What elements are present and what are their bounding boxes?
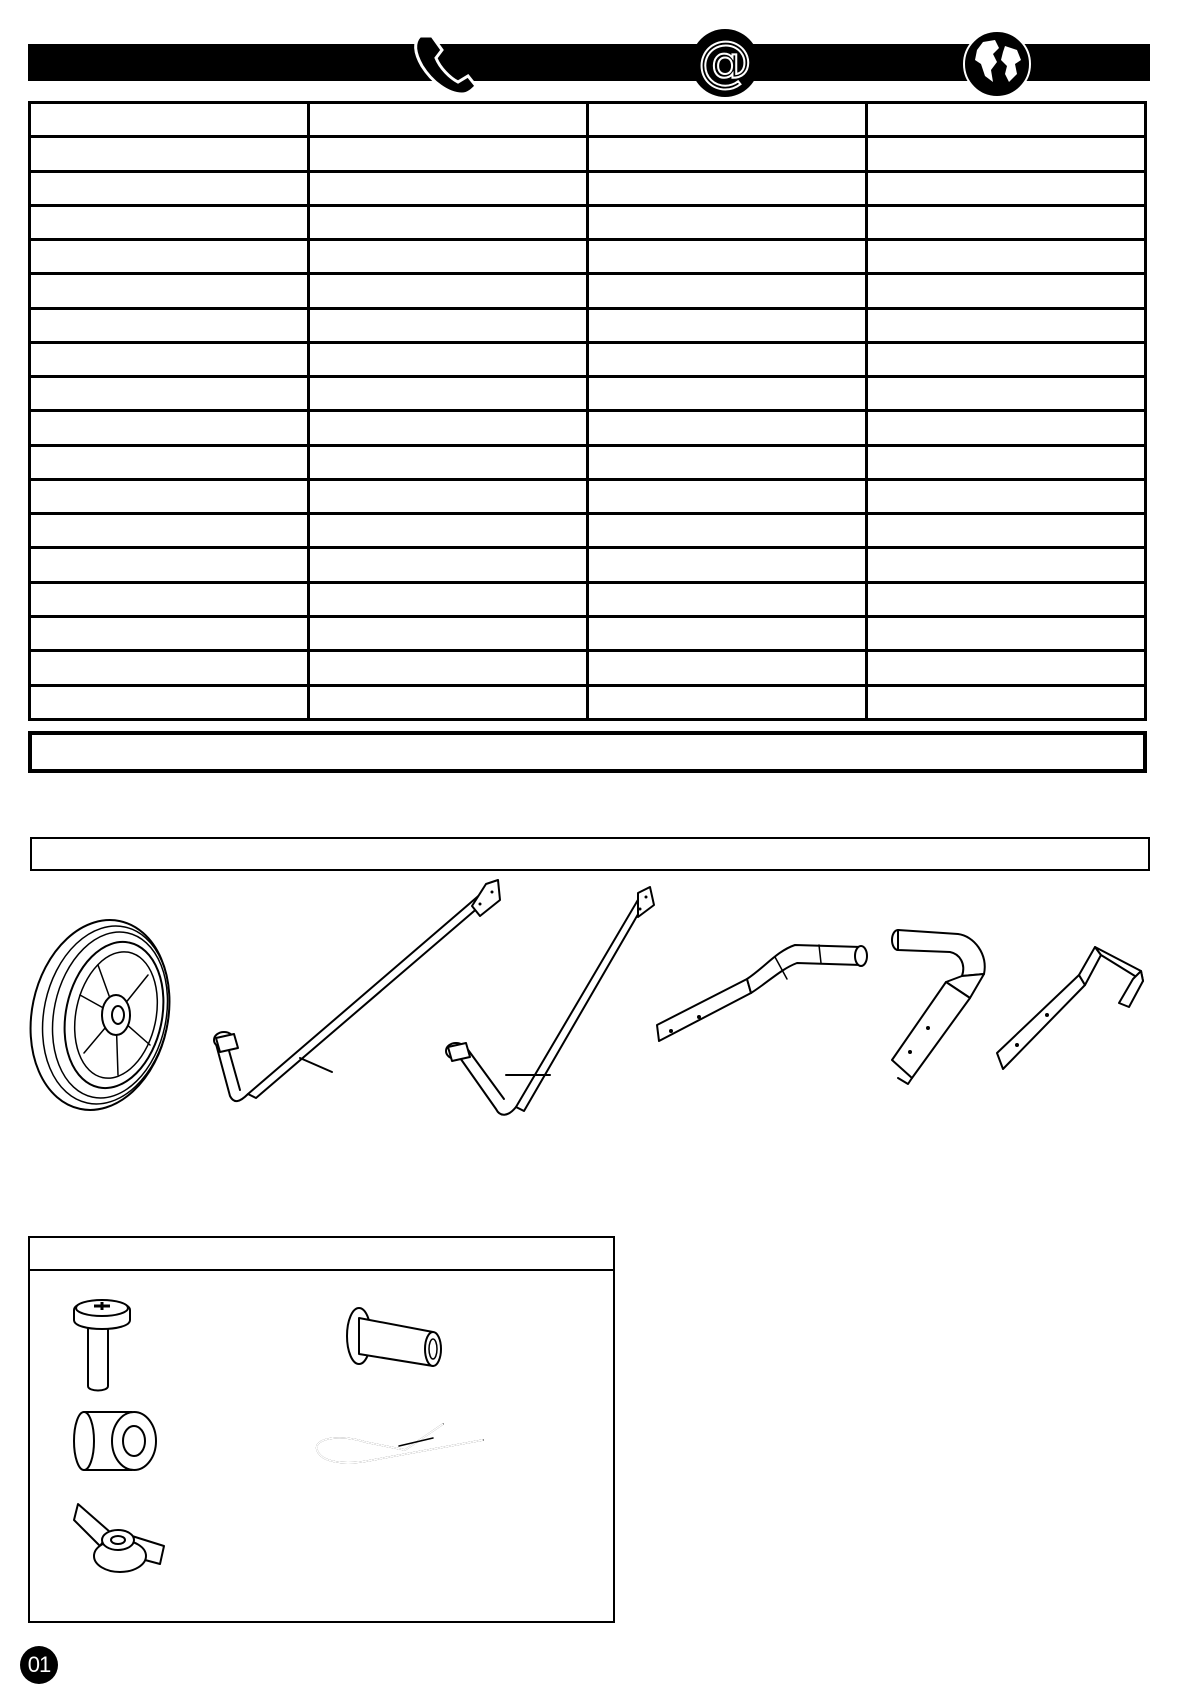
table-cell	[30, 342, 309, 376]
table-cell	[30, 377, 309, 411]
table-cell	[867, 342, 1146, 376]
table-cell	[867, 103, 1146, 137]
table-cell	[30, 411, 309, 445]
table-cell	[867, 377, 1146, 411]
table-cell	[588, 445, 867, 479]
table-row	[30, 685, 1146, 719]
parts-section-header	[30, 837, 1150, 871]
table-cell	[30, 685, 309, 719]
table-cell	[867, 479, 1146, 513]
table-row	[30, 274, 1146, 308]
table-cell	[588, 342, 867, 376]
table-cell	[30, 171, 309, 205]
table-cell	[867, 651, 1146, 685]
table-cell	[309, 616, 588, 650]
table-cell	[309, 240, 588, 274]
table-cell	[588, 514, 867, 548]
table-cell	[30, 616, 309, 650]
table-cell	[30, 582, 309, 616]
table-cell	[588, 137, 867, 171]
table-cell	[30, 651, 309, 685]
at-symbol: @	[698, 30, 752, 93]
table-cell	[867, 137, 1146, 171]
phone-icon	[410, 28, 488, 98]
table-row	[30, 205, 1146, 239]
table-cell	[867, 514, 1146, 548]
table-row	[30, 342, 1146, 376]
table-cell	[309, 171, 588, 205]
table-row	[30, 651, 1146, 685]
table-cell	[588, 616, 867, 650]
table-row	[30, 582, 1146, 616]
table-cell	[588, 411, 867, 445]
table-cell	[309, 514, 588, 548]
table-cell	[867, 685, 1146, 719]
table-row	[30, 548, 1146, 582]
table-cell	[309, 308, 588, 342]
table-cell	[588, 274, 867, 308]
table-cell	[309, 137, 588, 171]
table-cell	[588, 479, 867, 513]
table-cell	[309, 274, 588, 308]
table-row	[30, 411, 1146, 445]
table-cell	[867, 205, 1146, 239]
table-cell	[30, 548, 309, 582]
table-cell	[309, 445, 588, 479]
table-cell	[30, 240, 309, 274]
table-row	[30, 103, 1146, 137]
wing-nut-illustration	[70, 1500, 170, 1580]
page-number: 01	[27, 1652, 51, 1677]
table-cell	[309, 205, 588, 239]
globe-icon	[963, 30, 1031, 98]
table-cell	[588, 377, 867, 411]
screw-illustration	[72, 1294, 132, 1394]
table-cell	[309, 103, 588, 137]
table-cell	[309, 377, 588, 411]
spacer-illustration	[70, 1406, 160, 1476]
table-row	[30, 445, 1146, 479]
at-sign-icon	[690, 28, 760, 98]
wheel-illustration	[28, 915, 178, 1115]
table-cell	[588, 582, 867, 616]
table-cell	[30, 479, 309, 513]
hardware-section-header	[30, 1238, 613, 1271]
r-clip-pin-illustration	[313, 1416, 485, 1476]
table-row	[30, 514, 1146, 548]
table-cell	[30, 205, 309, 239]
right-curved-bracket-illustration	[888, 928, 998, 1088]
table-cell	[867, 445, 1146, 479]
table-cell	[867, 308, 1146, 342]
table-row	[30, 479, 1146, 513]
table-cell	[867, 411, 1146, 445]
table-cell	[867, 171, 1146, 205]
table-cell	[309, 685, 588, 719]
table-cell	[309, 411, 588, 445]
contact-table	[28, 101, 1147, 721]
table-cell	[867, 616, 1146, 650]
table-cell	[867, 274, 1146, 308]
mounting-bracket-illustration	[995, 945, 1145, 1075]
table-cell	[30, 445, 309, 479]
table-cell	[867, 240, 1146, 274]
table-row	[30, 240, 1146, 274]
table-cell	[588, 651, 867, 685]
table-cell	[30, 137, 309, 171]
table-row	[30, 616, 1146, 650]
table-cell	[309, 651, 588, 685]
flanged-sleeve-illustration	[343, 1306, 443, 1386]
right-stabiliser-leg-illustration	[440, 885, 660, 1125]
table-row	[30, 308, 1146, 342]
table-cell	[309, 479, 588, 513]
table-cell	[867, 548, 1146, 582]
table-cell	[309, 582, 588, 616]
table-row	[30, 137, 1146, 171]
table-cell	[30, 308, 309, 342]
page-number-badge	[20, 1646, 58, 1684]
table-cell	[588, 685, 867, 719]
table-cell	[588, 308, 867, 342]
table-cell	[309, 342, 588, 376]
table-cell	[309, 548, 588, 582]
table-cell	[30, 514, 309, 548]
table-cell	[588, 171, 867, 205]
table-cell	[588, 240, 867, 274]
note-box	[28, 731, 1147, 773]
table-row	[30, 171, 1146, 205]
table-cell	[588, 103, 867, 137]
table-row	[30, 377, 1146, 411]
left-curved-bracket-illustration	[655, 935, 875, 1055]
table-cell	[30, 103, 309, 137]
table-cell	[588, 548, 867, 582]
table-cell	[588, 205, 867, 239]
hardware-box	[28, 1236, 615, 1623]
table-cell	[867, 582, 1146, 616]
table-cell	[30, 274, 309, 308]
